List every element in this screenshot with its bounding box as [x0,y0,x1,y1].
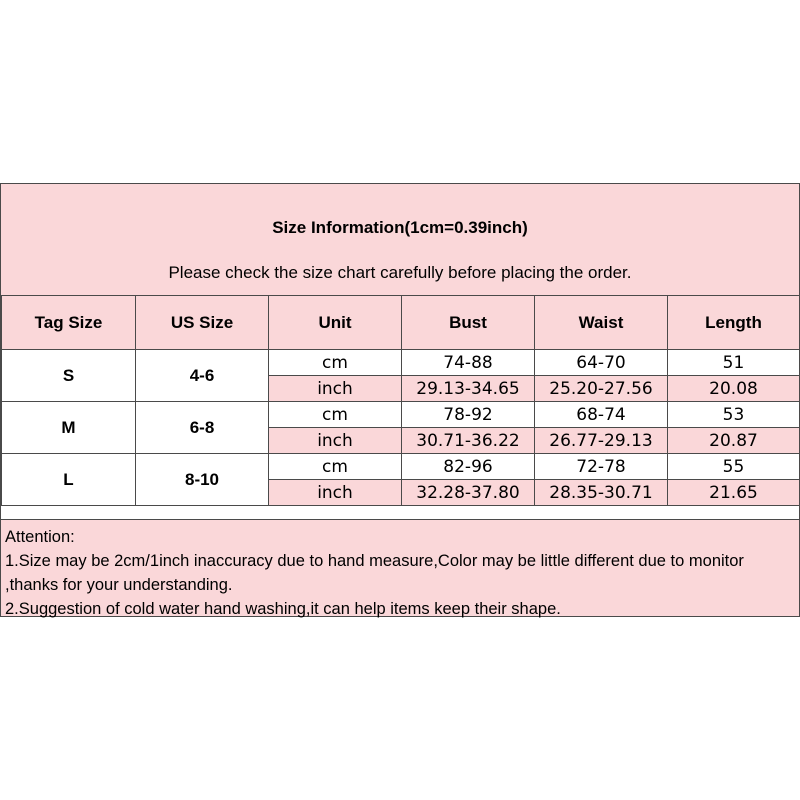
length-cell: 21.65 [668,480,800,506]
attention-note-2: 2.Suggestion of cold water hand washing,it can help items keep their shape. [5,600,561,618]
chart-subtitle: Please check the size chart carefully before placing the order. [1,250,799,295]
bust-cell: 29.13-34.65 [402,376,535,402]
size-table [1,295,800,506]
length-cell: 55 [668,454,800,480]
unit-cell: cm [269,402,402,428]
bust-cell: 32.28-37.80 [402,480,535,506]
chart-title: Size Information(1cm=0.39inch) [1,184,799,262]
us-size-cell: 6-8 [136,402,269,454]
bust-cell: 78-92 [402,402,535,428]
length-cell: 53 [668,402,800,428]
tag-size-cell: M [2,402,136,454]
unit-cell: inch [269,376,402,402]
table-row [2,454,800,480]
unit-cell: inch [269,480,402,506]
waist-cell: 68-74 [535,402,668,428]
tag-size-cell: S [2,350,136,402]
table-header-row [2,296,800,350]
waist-cell: 26.77-29.13 [535,428,668,454]
column-header: Tag Size [2,296,136,350]
length-cell: 51 [668,350,800,376]
us-size-cell: 4-6 [136,350,269,402]
table-row [2,350,800,376]
bust-cell: 82-96 [402,454,535,480]
column-header: Waist [535,296,668,350]
column-header: Unit [269,296,402,350]
us-size-cell: 8-10 [136,454,269,506]
table-row [2,402,800,428]
waist-cell: 25.20-27.56 [535,376,668,402]
unit-cell: cm [269,454,402,480]
unit-cell: cm [269,350,402,376]
waist-cell: 72-78 [535,454,668,480]
attention-notes [1,519,799,616]
bust-cell: 74-88 [402,350,535,376]
length-cell: 20.87 [668,428,800,454]
attention-heading: Attention: [5,528,75,546]
column-header: Bust [402,296,535,350]
size-chart [0,183,800,617]
column-header: Length [668,296,800,350]
bust-cell: 30.71-36.22 [402,428,535,454]
length-cell: 20.08 [668,376,800,402]
attention-note-1: 1.Size may be 2cm/1inch inaccuracy due to hand measure,Color may be little different due to monitor ,thanks for your understanding. [5,552,744,594]
waist-cell: 64-70 [535,350,668,376]
tag-size-cell: L [2,454,136,506]
waist-cell: 28.35-30.71 [535,480,668,506]
column-header: US Size [136,296,269,350]
unit-cell: inch [269,428,402,454]
